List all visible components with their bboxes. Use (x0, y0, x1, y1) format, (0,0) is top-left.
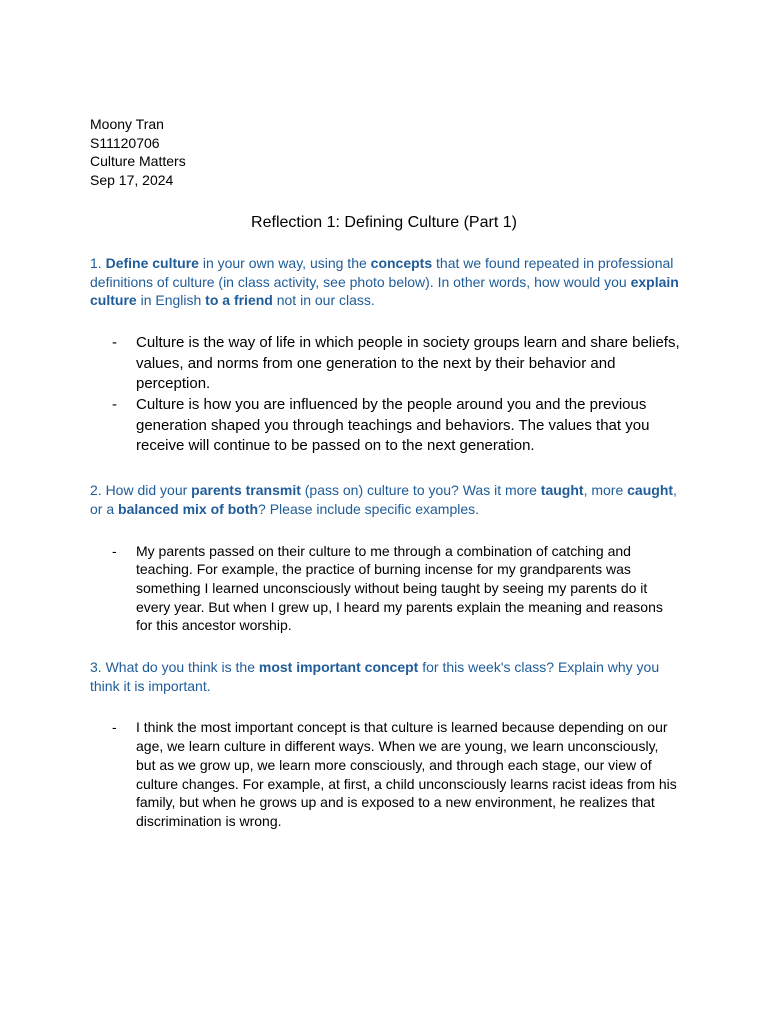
student-id: S11120706 (90, 134, 160, 151)
question-3 (90, 658, 680, 695)
document-title: Reflection 1: Defining Culture (Part 1) (251, 213, 517, 231)
question-1 (90, 254, 680, 310)
question-text-segment: not in our class. (272, 292, 375, 309)
question-emphasis: to a friend (205, 292, 273, 309)
bullet-dash: - (112, 396, 117, 414)
question-text-segment: 3. What do you think is the (90, 659, 259, 676)
answer-text: I think the most important concept is that culture is learned because depending on our age, we learn culture in different ways. When we are young, we learn unconsciously, but as we grow up, we learn more consciously, and through each stage, our view of culture changes. For example, at first, a child unconsciously learns racist ideas from his family, but when he grows up and is exposed to a new environment, he realizes that discrimination is wrong. (136, 719, 677, 829)
question-text-segment: (pass on) culture to you? Was it more (300, 482, 541, 499)
answer-item (112, 395, 680, 457)
question-text-segment: that we found repeated in professional definitions of culture (in class activity, see photo below). In other words, how would you (90, 254, 674, 290)
question-text-segment: 2. How did your (90, 482, 192, 499)
question-emphasis: parents transmit (191, 482, 301, 499)
question-emphasis: explain culture (90, 273, 679, 309)
question-2 (90, 481, 680, 518)
question-text-segment: for this week's class? Explain why you think it is important. (90, 659, 660, 694)
question-emphasis: balanced mix of both (118, 500, 259, 517)
answer-list-2 (90, 542, 680, 636)
question-text-segment: , more (583, 482, 628, 499)
answer-text: Culture is how you are influenced by the people around you and the previous generation shaped you through teachings and behaviors. The values that you receive will continue to be passed on to the next generation. (136, 396, 650, 455)
answer-text: My parents passed on their culture to me through a combination of catching and teaching. For example, the practice of burning incense for my grandparents was something I learned unconsciously without being taught by seeing my parents do it every year. But when I grew up, I heard my parents explain the meaning and reasons for this ancestor worship. (136, 542, 663, 634)
course-name: Culture Matters (90, 153, 186, 170)
document-date: Sep 17, 2024 (90, 172, 174, 189)
question-emphasis: concepts (370, 254, 433, 271)
answer-list-3 (90, 718, 680, 830)
question-text-segment: , or a (90, 482, 677, 517)
question-emphasis: taught (540, 482, 584, 499)
answer-item (112, 333, 680, 395)
answer-item (112, 718, 680, 830)
answer-text: Culture is the way of life in which people in society groups learn and share beliefs, values, and norms from one generation to the next by their behavior and perception. (136, 333, 680, 393)
question-text-segment: 1. (90, 254, 106, 271)
question-text-segment: in your own way, using the (198, 254, 371, 271)
question-emphasis: caught (627, 482, 674, 499)
bullet-dash: - (112, 719, 117, 736)
bullet-dash: - (112, 333, 117, 351)
bullet-dash: - (112, 542, 117, 559)
question-emphasis: most important concept (258, 659, 419, 676)
question-text-segment: ? Please include specific examples. (258, 500, 480, 517)
answer-list-1 (90, 333, 680, 457)
answer-item (112, 542, 680, 636)
student-name: Moony Tran (90, 116, 164, 132)
student-header (90, 115, 680, 190)
question-emphasis: Define culture (105, 254, 199, 271)
question-text-segment: in English (136, 292, 206, 309)
